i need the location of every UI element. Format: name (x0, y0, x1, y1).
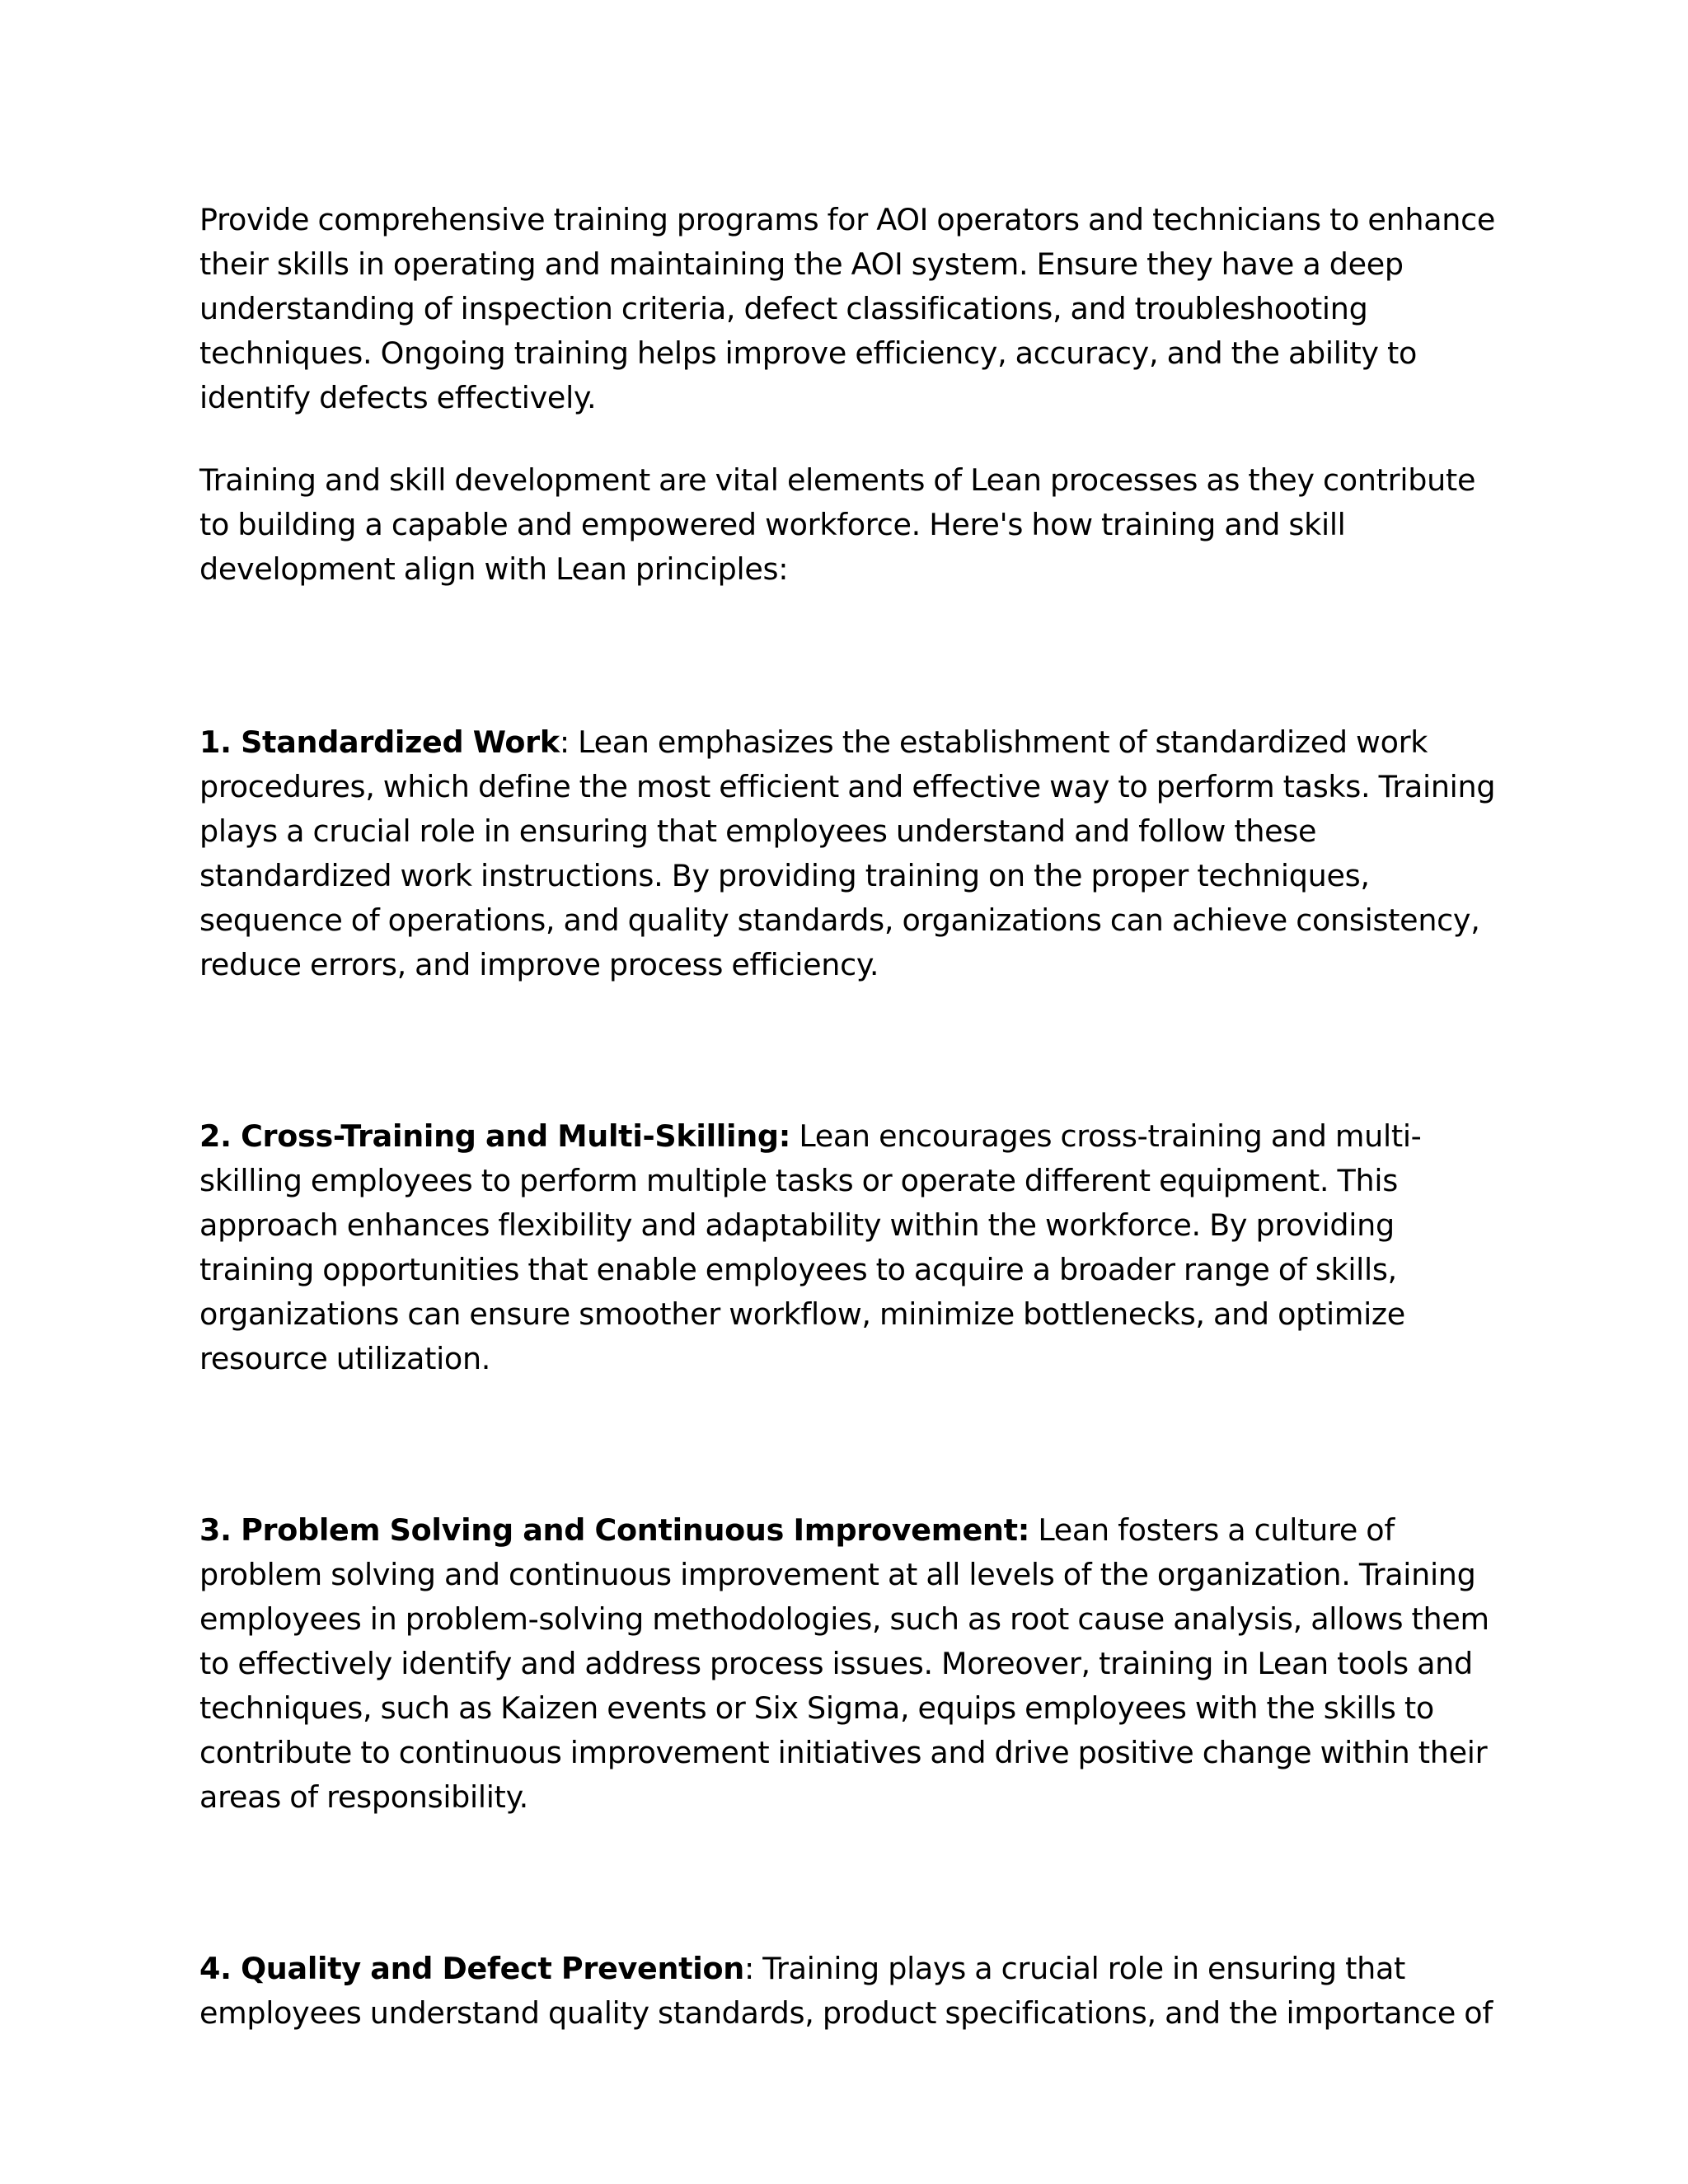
list-item-cross-training (199, 1114, 1510, 1381)
item-text: : Training plays a crucial role in ensuring that employees understand quality standards, product specifications, and the importance of (199, 1951, 1493, 2031)
list-item-quality-defect-prevention (199, 1947, 1510, 2036)
document-body (199, 198, 1510, 2036)
intro-paragraph-aoi-training: Provide comprehensive training programs for AOI operators and technicians to enhance their skills in operating and maintaining the AOI system. Ensure they have a deep understanding of inspection criteria, defect classifications, and troubleshooting techniques. Ongoing training helps improve efficiency, accuracy, and the ability to identify defects effectively. (199, 202, 1496, 415)
list-item-problem-solving (199, 1508, 1510, 1820)
intro-paragraph-lean-training: Training and skill development are vital elements of Lean processes as they contribute to building a capable and empowered workforce. Here's how training and skill development align with Lean principles: (199, 462, 1476, 587)
item-heading: 4. Quality and Defect Prevention (199, 1951, 744, 1986)
item-text: Lean encourages cross-training and multi-skilling employees to perform multiple tasks or operate different equipment. This approach enhances flexibility and adaptability within the workforce. By providing training opportunities that enable employees to acquire a broader range of skills, organizations can ensure smoother workflow, minimize bottlenecks, and optimize resource utilization. (199, 1118, 1422, 1376)
item-text: Lean fosters a culture of problem solving and continuous improvement at all levels of the organization. Training employees in problem-solving methodologies, such as root cause analysis, allows them to effectively identify and address process issues. Moreover, training in Lean tools and techniques, such as Kaizen events or Six Sigma, equips employees with the skills to contribute to continuous improvement initiatives and drive positive change within their areas of responsibility. (199, 1512, 1489, 1815)
item-heading: 3. Problem Solving and Continuous Improvement: (199, 1512, 1030, 1548)
item-heading: 2. Cross-Training and Multi-Skilling: (199, 1118, 791, 1154)
list-item-standardized-work (199, 720, 1510, 987)
item-heading: 1. Standardized Work (199, 724, 560, 760)
item-text: : Lean emphasizes the establishment of standardized work procedures, which define the most efficient and effective way to perform tasks. Training plays a crucial role in ensuring that employees understand and follow these standardized work instructions. By providing training on the proper techniques, sequence of operations, and quality standards, organizations can achieve consistency, reduce errors, and improve process efficiency. (199, 724, 1496, 982)
